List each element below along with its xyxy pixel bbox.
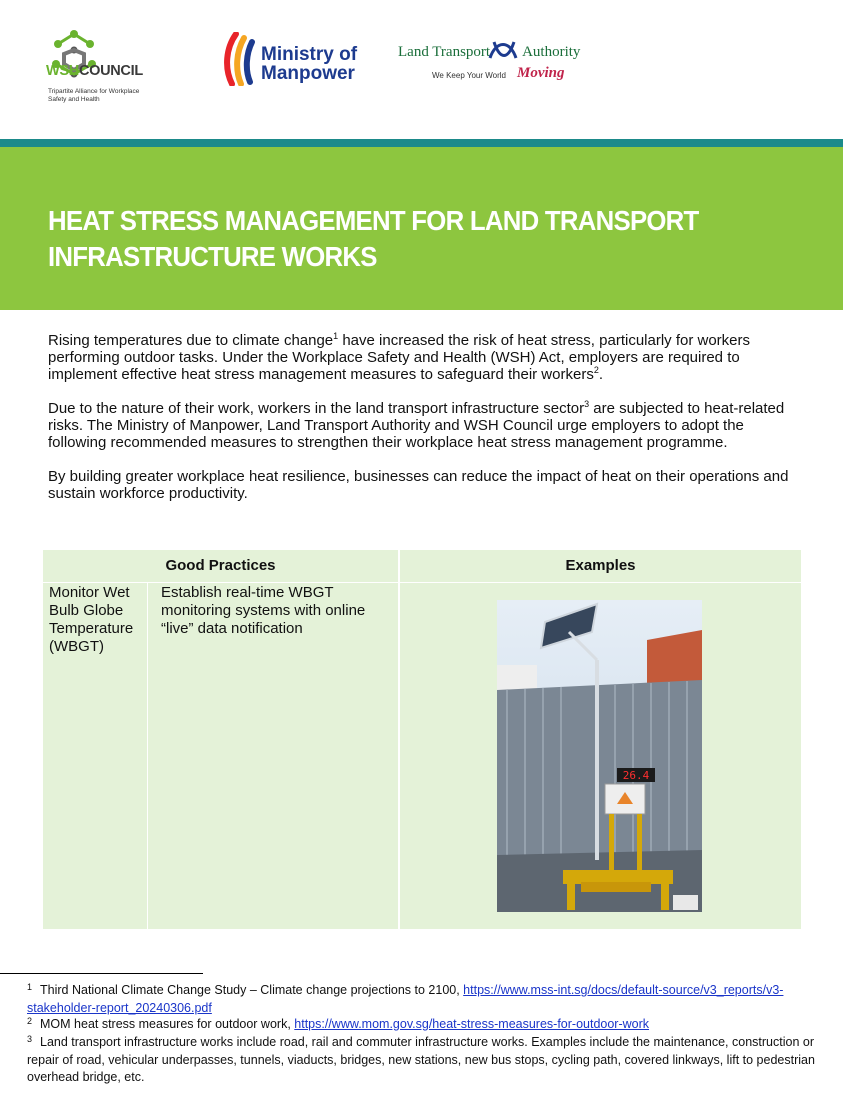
intro-paragraph-3: By building greater workplace heat resilience, businesses can reduce the impact of heat on their operations and sustain workforce productivity.	[48, 468, 789, 502]
title-banner	[0, 147, 843, 310]
teal-divider	[0, 139, 843, 147]
footnote-2: $^2$ MOM heat stress measures for outdoor work, https://www.mom.gov.sg/heat-stress-measures-for-outdoor-work	[27, 1016, 650, 1031]
ministry-of-manpower-logo-icon	[222, 32, 258, 86]
table-divider	[398, 550, 400, 929]
footnote-3: $^3$ Land transport infrastructure works include road, rail and commuter infrastructure works. Examples include the maintenance, construction or repair of road, vehicular underpasses, tunnels, viaducts, bridges, new stations, new bus stops, cycling path, covered linkways, lift to pedestrian overhead bridge, etc.	[27, 1034, 815, 1084]
table-divider	[43, 582, 801, 583]
intro-text	[48, 332, 798, 519]
intro-paragraph-2: Due to the nature of their work, workers in the land transport infrastructure sector$^3$ are subjected to heat-related risks. The Ministry of Manpower, Land Transport Authority and WSH Council urge employers to adopt the following recommended measures to strengthen their workplace heat stress management programme.	[48, 399, 785, 451]
footnote-rule	[0, 973, 203, 974]
footnote-1-link[interactable]: https://www.mss-int.sg/docs/default-source/v3_reports/v3-stakeholder-report_20240306.pdf	[27, 983, 784, 1015]
wbgt-display-reading: 26.4	[622, 769, 650, 782]
lta-tagline: We Keep Your World	[432, 71, 506, 80]
wsh-council-wordmark: WSHCOUNCIL	[46, 63, 143, 79]
wbgt-monitor-photo	[497, 600, 702, 912]
logo-header	[0, 0, 843, 138]
intro-paragraph-1: Rising temperatures due to climate change$^1$ have increased the risk of heat stress, particularly for workers performing outdoor tasks. Under the Workplace Safety and Health (WSH) Act, employers are required to implement effective heat stress management measures to safeguard their workers$^2$.	[48, 331, 751, 383]
table-header-good-practices: Good Practices	[165, 557, 276, 574]
wsh-council-subtitle: Tripartite Alliance for Workplace Safety and Health	[48, 88, 140, 103]
good-practices-table	[43, 550, 801, 929]
ministry-of-manpower-wordmark: Ministry of Manpower	[261, 44, 358, 84]
lta-tagline-moving: Moving	[517, 65, 565, 81]
footnote-1: $^1$ Third National Climate Change Study – Climate change projections to 2100, https://www.mss-int.sg/docs/default-source/v3_reports/v3-stakeholder-report_20240306.pdf	[27, 982, 784, 1015]
page-title: HEAT STRESS MANAGEMENT FOR LAND TRANSPORT INFRASTRUCTURE WORKS	[48, 205, 699, 272]
table-header-examples: Examples	[565, 557, 636, 574]
practice-detail-cell: Establish real-time WBGT monitoring systems with online “live” data notification	[161, 584, 366, 637]
lta-ribbon-icon	[486, 36, 520, 64]
lta-wordmark: Land Transport Authority	[398, 44, 581, 60]
table-divider	[147, 583, 148, 929]
footnote-2-link[interactable]: https://www.mom.gov.sg/heat-stress-measures-for-outdoor-work	[294, 1017, 650, 1031]
practice-cell: Monitor Wet Bulb Globe Temperature (WBGT)	[49, 584, 134, 655]
